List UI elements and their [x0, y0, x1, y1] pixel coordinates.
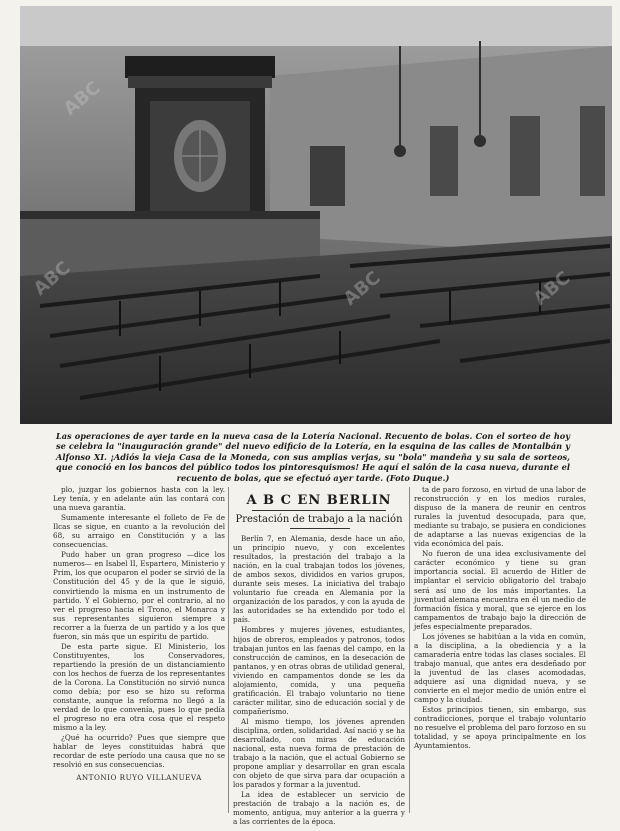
- svg-text:ABC: ABC: [59, 77, 105, 120]
- paragraph: Pudo haber un gran progreso —dice los numeros— en Isabel II, Espartero, Ministerio y Prim, los que ocuparon el poder se sirvió de la Constitución del 45 y de la que le siguió, convirtiendo la misma en un instrumento de partido. Y el Gobierno, por el contrario, al no ver el progreso hacia el Trono, el Monarca y sus representantes siguieron siempre a recorrer a la fuerza de un partido y a los que fueron, sin más que un espíritu de partido.: [53, 550, 225, 641]
- paragraph: ta de paro forzoso, en virtud de una labor de reconstrucción y en los medios rurales, dispuso de la manera de reunir en centros rurales la juventud desocupada, para que, mediante su trabajo, se pusiera en condiciones de adaptarse a las nuevas exigencias de la vida económica del país.: [414, 485, 586, 549]
- author-signature: ANTONIO RUYO VILLANUEVA: [76, 773, 202, 783]
- svg-text:ABC: ABC: [529, 267, 575, 310]
- column-divider: [409, 487, 410, 813]
- lottery-hall-photo-icon: [20, 6, 612, 424]
- right-column: [414, 485, 586, 815]
- paragraph: Sumamente interesante el folleto de Fe de Ilcas se sigue, en cuanto a la revolución del 68, su arraigo en Constitución y a las consecuencias.: [53, 513, 225, 550]
- paragraph: La idea de establecer un servicio de prestación de trabajo a la nación es, de momento, antigua, muy anterior a la guerra y a las corrientes de la época.: [233, 790, 405, 827]
- headline-rule: [252, 510, 386, 511]
- paragraph: plo, juzgar los gobiernos hasta con la ley. Ley tenía, y en adelante aún las contará con una nueva garantía.: [53, 485, 225, 513]
- article-subhead: Prestación de trabajo a la nación: [235, 514, 403, 525]
- paragraph: Berlín 7, en Alemania, desde hace un año, un principio nuevo, y con excelentes resultados, la prestación del trabajo a la nación, en la cual trabajan todos los jóvenes, de ambos sexos, divididos en varios grupos, durante seis meses. La iniciativa del trabajo voluntario fue creada en Alemania por la organización de los parados, y con la ayuda de las autoridades se ha extendido por todo el país.: [233, 534, 405, 625]
- left-column: [53, 485, 225, 815]
- paragraph: No fueron de una idea exclusivamente del carácter económico y tiene su gran importancia social. El acuerdo de Hitler de implantar el servicio obligatorio del trabajo será así uno de los más importantes. La juventud alemana encuentra en él un medio de formación física y moral, que se ejerce en los campamentos de trabajo bajo la dirección de jefes especialmente preparados.: [414, 549, 586, 631]
- middle-column: [233, 534, 405, 827]
- article-headline: A B C EN BERLIN: [246, 493, 392, 508]
- paragraph: Estos principios tienen, sin embargo, sus contradicciones, porque el trabajo voluntario no resuelve el problema del paro forzoso en su totalidad, y se apoya principalmente en los Ayuntamientos.: [414, 705, 586, 751]
- svg-text:ABC: ABC: [29, 257, 75, 300]
- paragraph: Los jóvenes se habitúan a la vida en común, a la disciplina, a la obediencia y a la camaradería entre todas las clases sociales. El trabajo manual, que antes era desdeñado por la juventud de las clases acomodadas, adquiere así una dignidad nueva, y se convierte en el mejor medio de unión entre el campo y la ciudad.: [414, 631, 586, 705]
- photo-caption: Las operaciones de ayer tarde en la nueva casa de la Lotería Nacional. Recuento de bolas. Con el sorteo de hoy se celebra la "inauguración grande" del nuevo edificio de la Lotería, en la esquina de las calles de Montalbán y Alfonso XI. ¡Adiós la vieja Casa de la Moneda, con sus amplias verjas, su "bola" mandeña y su sala de sorteos, que conoció en los bancos del público todos los pintoresquismos! He aquí el salón de la casa nueva, durante el recuento de bolas, que se efectuó ayer tarde. (Foto Duque.): [56, 431, 570, 483]
- paragraph: De esta parte sigue. El Ministerio, los Constituyentes, los Conservadores, repartiendo la presión de un distanciamiento con los hechos de fuerza de los representantes de la Corona. La Constitución no sirvió nunca como debía; por eso se hizo su reforma constante, aunque la reforma no llegó a la verdad de lo que convenía, pues lo que pedía el progreso no era otra cosa que el respeto mismo a la ley.: [53, 641, 225, 733]
- column-divider: [228, 487, 229, 813]
- paragraph: Al mismo tiempo, los jóvenes aprenden disciplina, orden, solidaridad. Así nació y se ha desarrollado, con miras de educación nacional, esta nueva forma de prestación de trabajo a la nación, que el actual Gobierno se propone ampliar y desarrollar en gran escala con objeto de que sirva para dar ocupación a los parados y formar a la juventud.: [233, 716, 405, 790]
- paragraph: Hombres y mujeres jóvenes, estudiantes, hijos de obreros, empleados y patronos, todos trabajan juntos en las faenas del campo, en la construcción de caminos, en la desecación de pantanos, y en otras obras de utilidad general, viviendo en campamentos donde se les da alojamiento, comida, y una pequeña gratificación. El trabajo voluntario no tiene carácter militar, sino de educación social y de compañerismo.: [233, 625, 405, 716]
- svg-text:ABC: ABC: [339, 267, 385, 310]
- paragraph: ¿Qué ha ocurrido? Pues que siempre que hablar de leyes constituidas habrá que recordar de este período una causa que no se resolvió en sus consecuencias.: [53, 733, 225, 770]
- subhead-rule: [290, 528, 350, 529]
- lottery-hall-photo: [20, 6, 612, 424]
